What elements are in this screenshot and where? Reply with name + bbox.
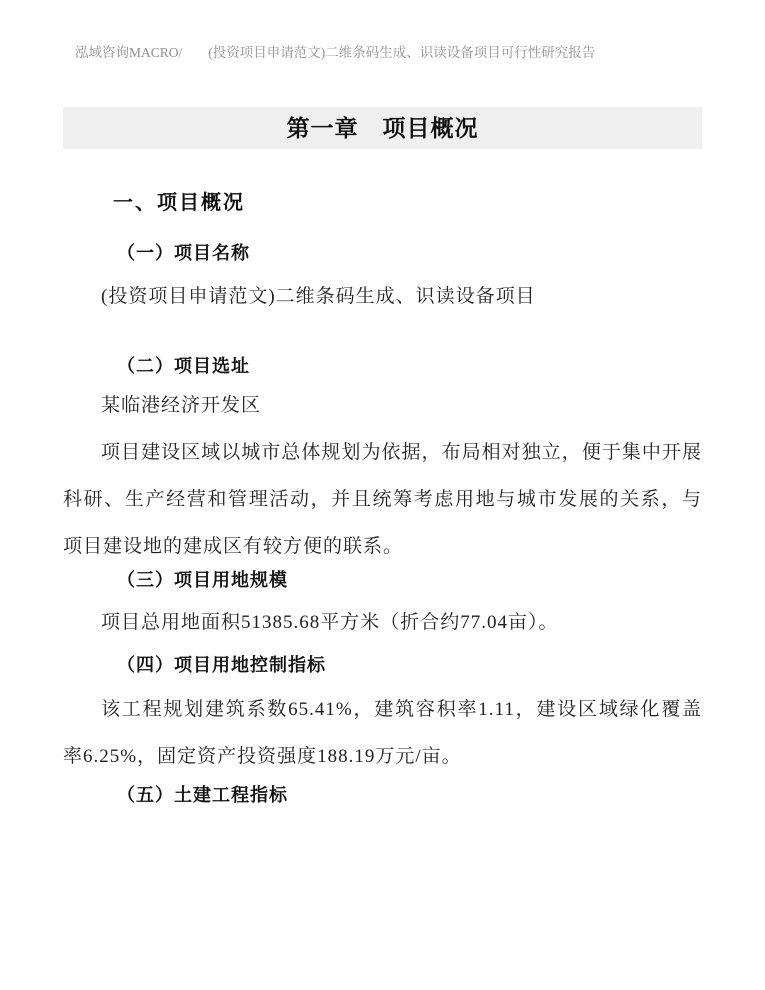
paragraph-land-area: 项目总用地面积51385.68平方米（折合约77.04亩）。 xyxy=(101,612,559,633)
paragraph-land-control-index: 该工程规划建筑系数65.41%，建筑容积率1.11，建设区域绿化覆盖率6.25%，固定资产投资强度188.19万元/亩。 xyxy=(63,699,702,767)
subsection-heading-project-site: （二）项目选址 xyxy=(117,356,250,376)
header-brand: 泓域咨询MACRO/ xyxy=(75,45,183,60)
paragraph-site-location: 某临港经济开发区 xyxy=(101,395,262,416)
subsection-heading-land-scale: （三）项目用地规模 xyxy=(117,570,288,590)
section-heading: 一、项目概况 xyxy=(113,192,245,214)
paragraph-site-description: 项目建设区域以城市总体规划为依据，布局相对独立，便于集中开展科研、生产经营和管理活动，并且统筹考虑用地与城市发展的关系，与项目建设地的建成区有较方便的联系。 xyxy=(63,442,702,557)
subsection-heading-project-name: （一）项目名称 xyxy=(117,243,250,263)
subsection-heading-civil-engineering-index: （五）土建工程指标 xyxy=(117,785,288,805)
document-header xyxy=(63,44,702,62)
subsection-heading-land-control-index: （四）项目用地控制指标 xyxy=(117,655,326,675)
header-doc-title: (投资项目申请范文)二维条码生成、识读设备项目可行性研究报告 xyxy=(208,45,596,60)
chapter-title: 第一章 项目概况 xyxy=(63,107,702,149)
paragraph-project-name: (投资项目申请范文)二维条码生成、识读设备项目 xyxy=(101,286,536,307)
